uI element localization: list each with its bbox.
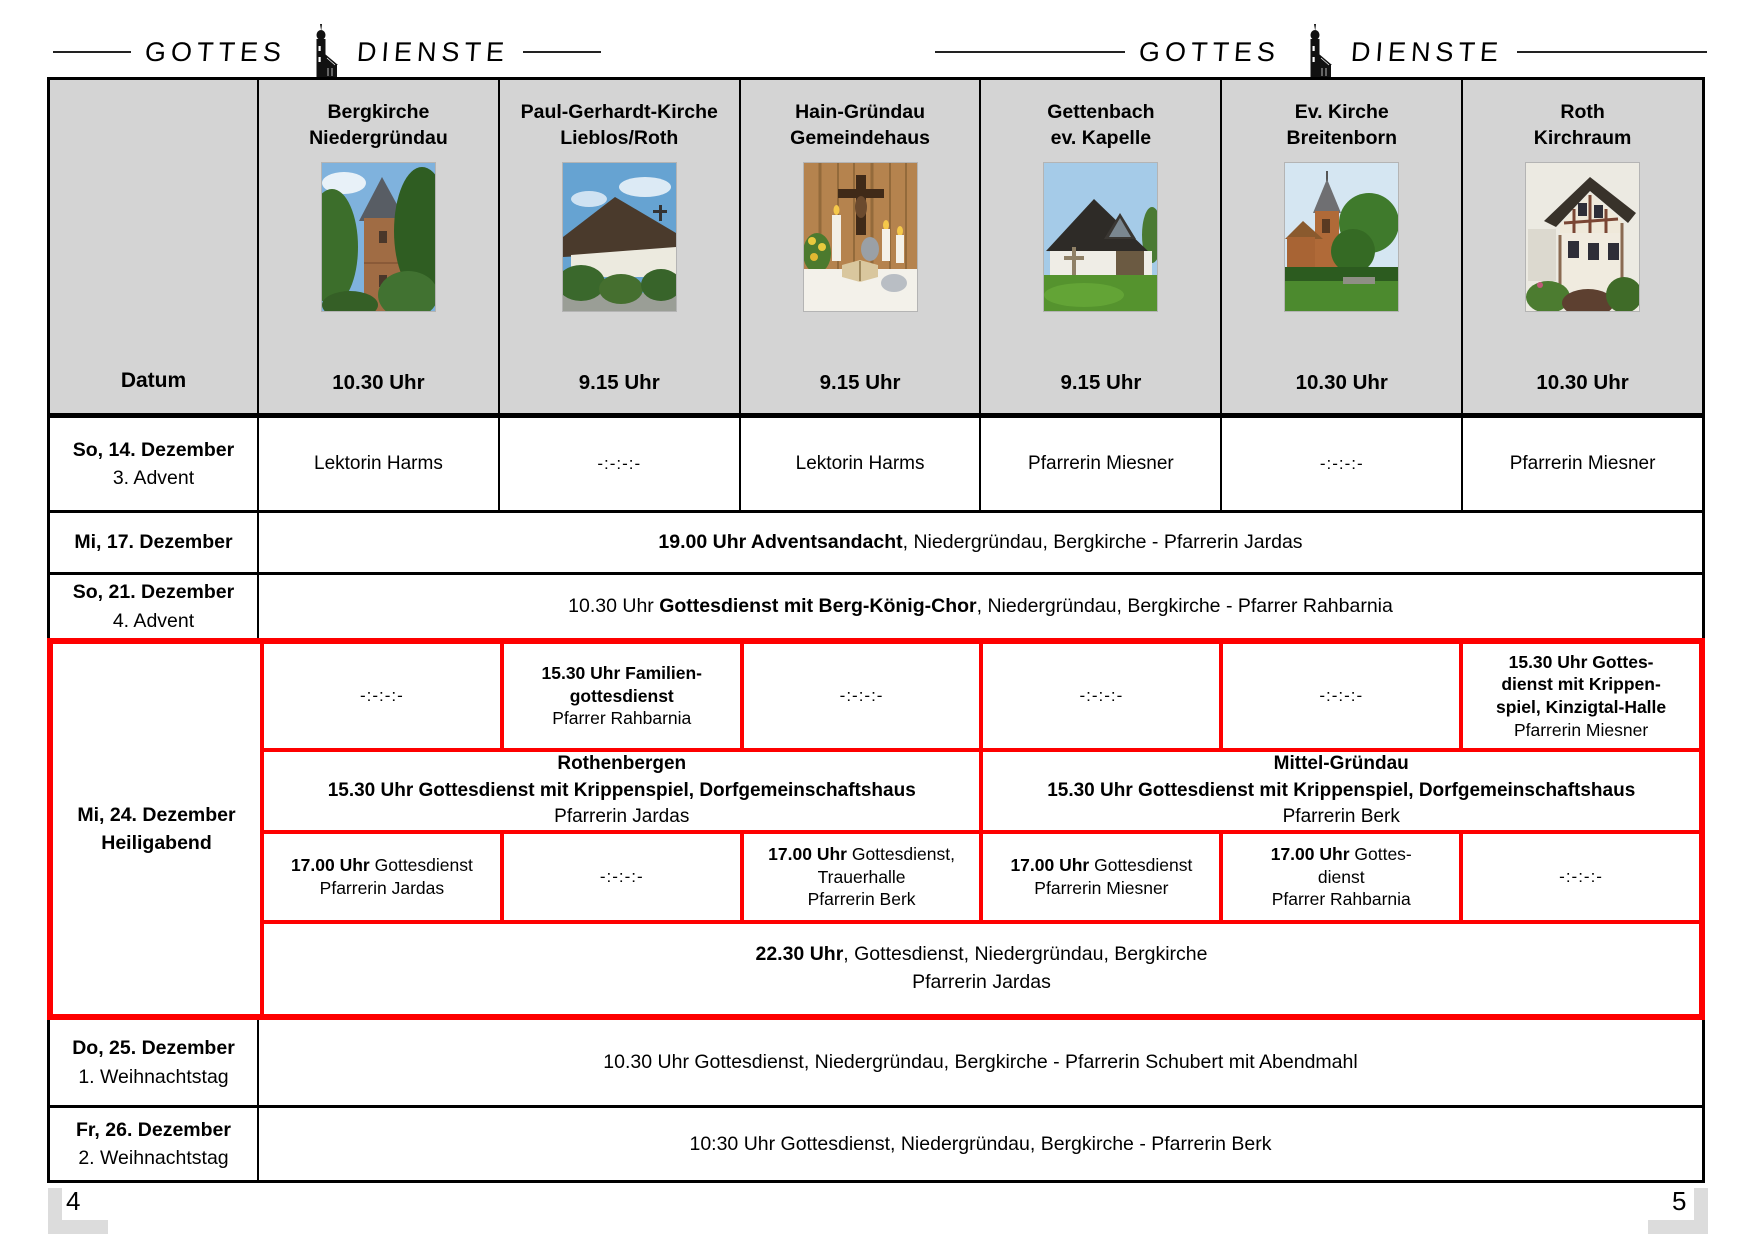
banner-rule [1517, 51, 1707, 53]
service-cell: Lektorin Harms [257, 418, 498, 510]
no-service-cell: -:-:-:- [979, 644, 1219, 748]
row-fr-26-dezember [47, 1108, 1705, 1183]
column-header-gettenbach-kapelle [979, 80, 1220, 413]
church-name-line2: ev. Kapelle [1050, 126, 1152, 149]
no-service-cell: -:-:-:- [260, 644, 500, 748]
service-cell-spanning: 22.30 Uhr, Gottesdienst, Niedergründau, Bergkirche Pfarrerin Jardas [260, 920, 1699, 1014]
service-cell: 17.00 Uhr Gottesdienst Pfarrerin Jardas [260, 830, 500, 920]
bergkirche-niedergruendau-photo [322, 163, 435, 311]
page-number-right: 5 [1672, 1186, 1687, 1216]
date-cell: Mi, 17. Dezember [74, 531, 233, 554]
paul-gerhardt-kirche-photo [563, 163, 676, 311]
service-cell-spanning: 10.30 Uhr Gottesdienst, Niedergründau, Bergkirche - Pfarrerin Schubert mit Abendmahl [257, 1020, 1702, 1105]
service-time: 9.15 Uhr [578, 371, 660, 394]
date-cell: Do, 25. Dezember 1. Weihnachtstag [72, 1037, 235, 1088]
church-name-line2: Lieblos/Roth [560, 126, 679, 149]
column-header-roth-kirchraum [1461, 80, 1702, 413]
row-do-25-dezember [47, 1020, 1705, 1108]
gettenbach-kapelle-photo [1044, 163, 1157, 311]
service-cell: 17.00 Uhr Gottesdienst Pfarrerin Miesner [979, 830, 1219, 920]
service-cell: Lektorin Harms [739, 418, 980, 510]
church-name-line1: Paul-Gerhardt-Kirche [520, 101, 718, 123]
service-cell: Pfarrerin Miesner [1461, 418, 1702, 510]
church-name-line1: Hain-Gründau [795, 101, 926, 123]
banner-word-gottes: GOTTES [144, 36, 288, 67]
no-service-cell: -:-:-:- [1220, 418, 1461, 510]
service-cell-mittel-gruendau: Mittel-Gründau 15.30 Uhr Gottesdienst mit Krippenspiel, Dorfgemeinschaftshaus Pfarrerin Berk [979, 748, 1699, 830]
church-silhouette-icon [1299, 24, 1333, 80]
row-so-14-dezember [47, 418, 1705, 513]
column-header-bergkirche-niedergruendau [257, 80, 498, 413]
church-silhouette-icon [305, 24, 339, 80]
church-name-line2: Breitenborn [1286, 126, 1397, 149]
church-name-line1: Ev. Kirche [1294, 101, 1389, 123]
church-name-line1: Bergkirche [327, 101, 430, 123]
banner-word-dienste: DIENSTE [355, 36, 510, 67]
service-cell: Pfarrerin Miesner [979, 418, 1220, 510]
banner-rule [53, 51, 131, 53]
service-cell-spanning: 10.30 Uhr Gottesdienst mit Berg-König-Chor, Niedergründau, Bergkirche - Pfarrer Rahbarnia [257, 575, 1702, 638]
service-cell-spanning: 19.00 Uhr Adventsandacht, Niedergründau, Bergkirche - Pfarrerin Jardas [257, 513, 1702, 572]
banner-word-dienste: DIENSTE [1349, 36, 1504, 67]
service-cell: 17.00 Uhr Gottes- dienst Pfarrer Rahbarnia [1219, 830, 1459, 920]
service-cell-rothenbergen: Rothenbergen 15.30 Uhr Gottesdienst mit Krippenspiel, Dorfgemeinschaftshaus Pfarrerin Jardas [260, 748, 979, 830]
service-time: 9.15 Uhr [819, 371, 901, 394]
column-header-paul-gerhardt-kirche [498, 80, 739, 413]
no-service-cell: -:-:-:- [500, 830, 740, 920]
date-cell: So, 14. Dezember 3. Advent [72, 438, 235, 489]
church-name-line2: Gemeindehaus [790, 126, 930, 149]
column-header-ev-kirche-breitenborn [1220, 80, 1461, 413]
page-corner-mark-left [48, 1220, 108, 1234]
datum-column-header: Datum [120, 369, 187, 392]
no-service-cell: -:-:-:- [740, 644, 980, 748]
banner-word-gottes: GOTTES [1138, 36, 1282, 67]
service-time: 10.30 Uhr [332, 371, 425, 394]
service-cell: 15.30 Uhr Gottes- dienst mit Krippen- spiel, Kinzigtal-Halle Pfarrerin Miesner [1459, 644, 1699, 748]
ev-kirche-breitenborn-photo [1285, 163, 1398, 311]
service-schedule-table [47, 77, 1705, 1183]
no-service-cell: -:-:-:- [498, 418, 739, 510]
date-cell-heiligabend: Mi, 24. Dezember Heiligabend [77, 803, 236, 854]
service-cell: 15.30 Uhr Familien- gottesdienst Pfarrer Rahbarnia [500, 644, 740, 748]
church-name-line2: Kirchraum [1533, 126, 1632, 149]
service-time: 10.30 Uhr [1295, 371, 1388, 394]
date-cell: So, 21. Dezember 4. Advent [72, 581, 235, 632]
table-header-row [47, 77, 1705, 418]
service-cell-spanning: 10:30 Uhr Gottesdienst, Niedergründau, Bergkirche - Pfarrerin Berk [257, 1108, 1702, 1180]
hain-gruendau-gemeindehaus-photo [804, 163, 917, 311]
service-time: 9.15 Uhr [1060, 371, 1142, 394]
banner-right [935, 26, 1707, 78]
row-mi-17-dezember [47, 513, 1705, 575]
church-name-line1: Gettenbach [1047, 101, 1155, 123]
page-corner-mark-right [1648, 1220, 1708, 1234]
column-header-hain-gruendau-gemeindehaus [739, 80, 980, 413]
church-name-line2: Niedergründau [309, 126, 448, 149]
church-name-line1: Roth [1560, 101, 1605, 123]
banner-rule [523, 51, 601, 53]
no-service-cell: -:-:-:- [1219, 644, 1459, 748]
date-cell: Fr, 26. Dezember 2. Weihnachtstag [76, 1118, 231, 1169]
page-number-left: 4 [66, 1186, 81, 1216]
banner-rule [935, 51, 1125, 53]
banner-left [53, 26, 601, 78]
heiligabend-highlight-section [47, 638, 1705, 1020]
row-so-21-dezember [47, 575, 1705, 638]
service-time: 10.30 Uhr [1536, 371, 1629, 394]
roth-kirchraum-photo [1526, 163, 1639, 311]
no-service-cell: -:-:-:- [1459, 830, 1699, 920]
service-cell: 17.00 Uhr Gottesdienst, Trauerhalle Pfarrerin Berk [740, 830, 980, 920]
